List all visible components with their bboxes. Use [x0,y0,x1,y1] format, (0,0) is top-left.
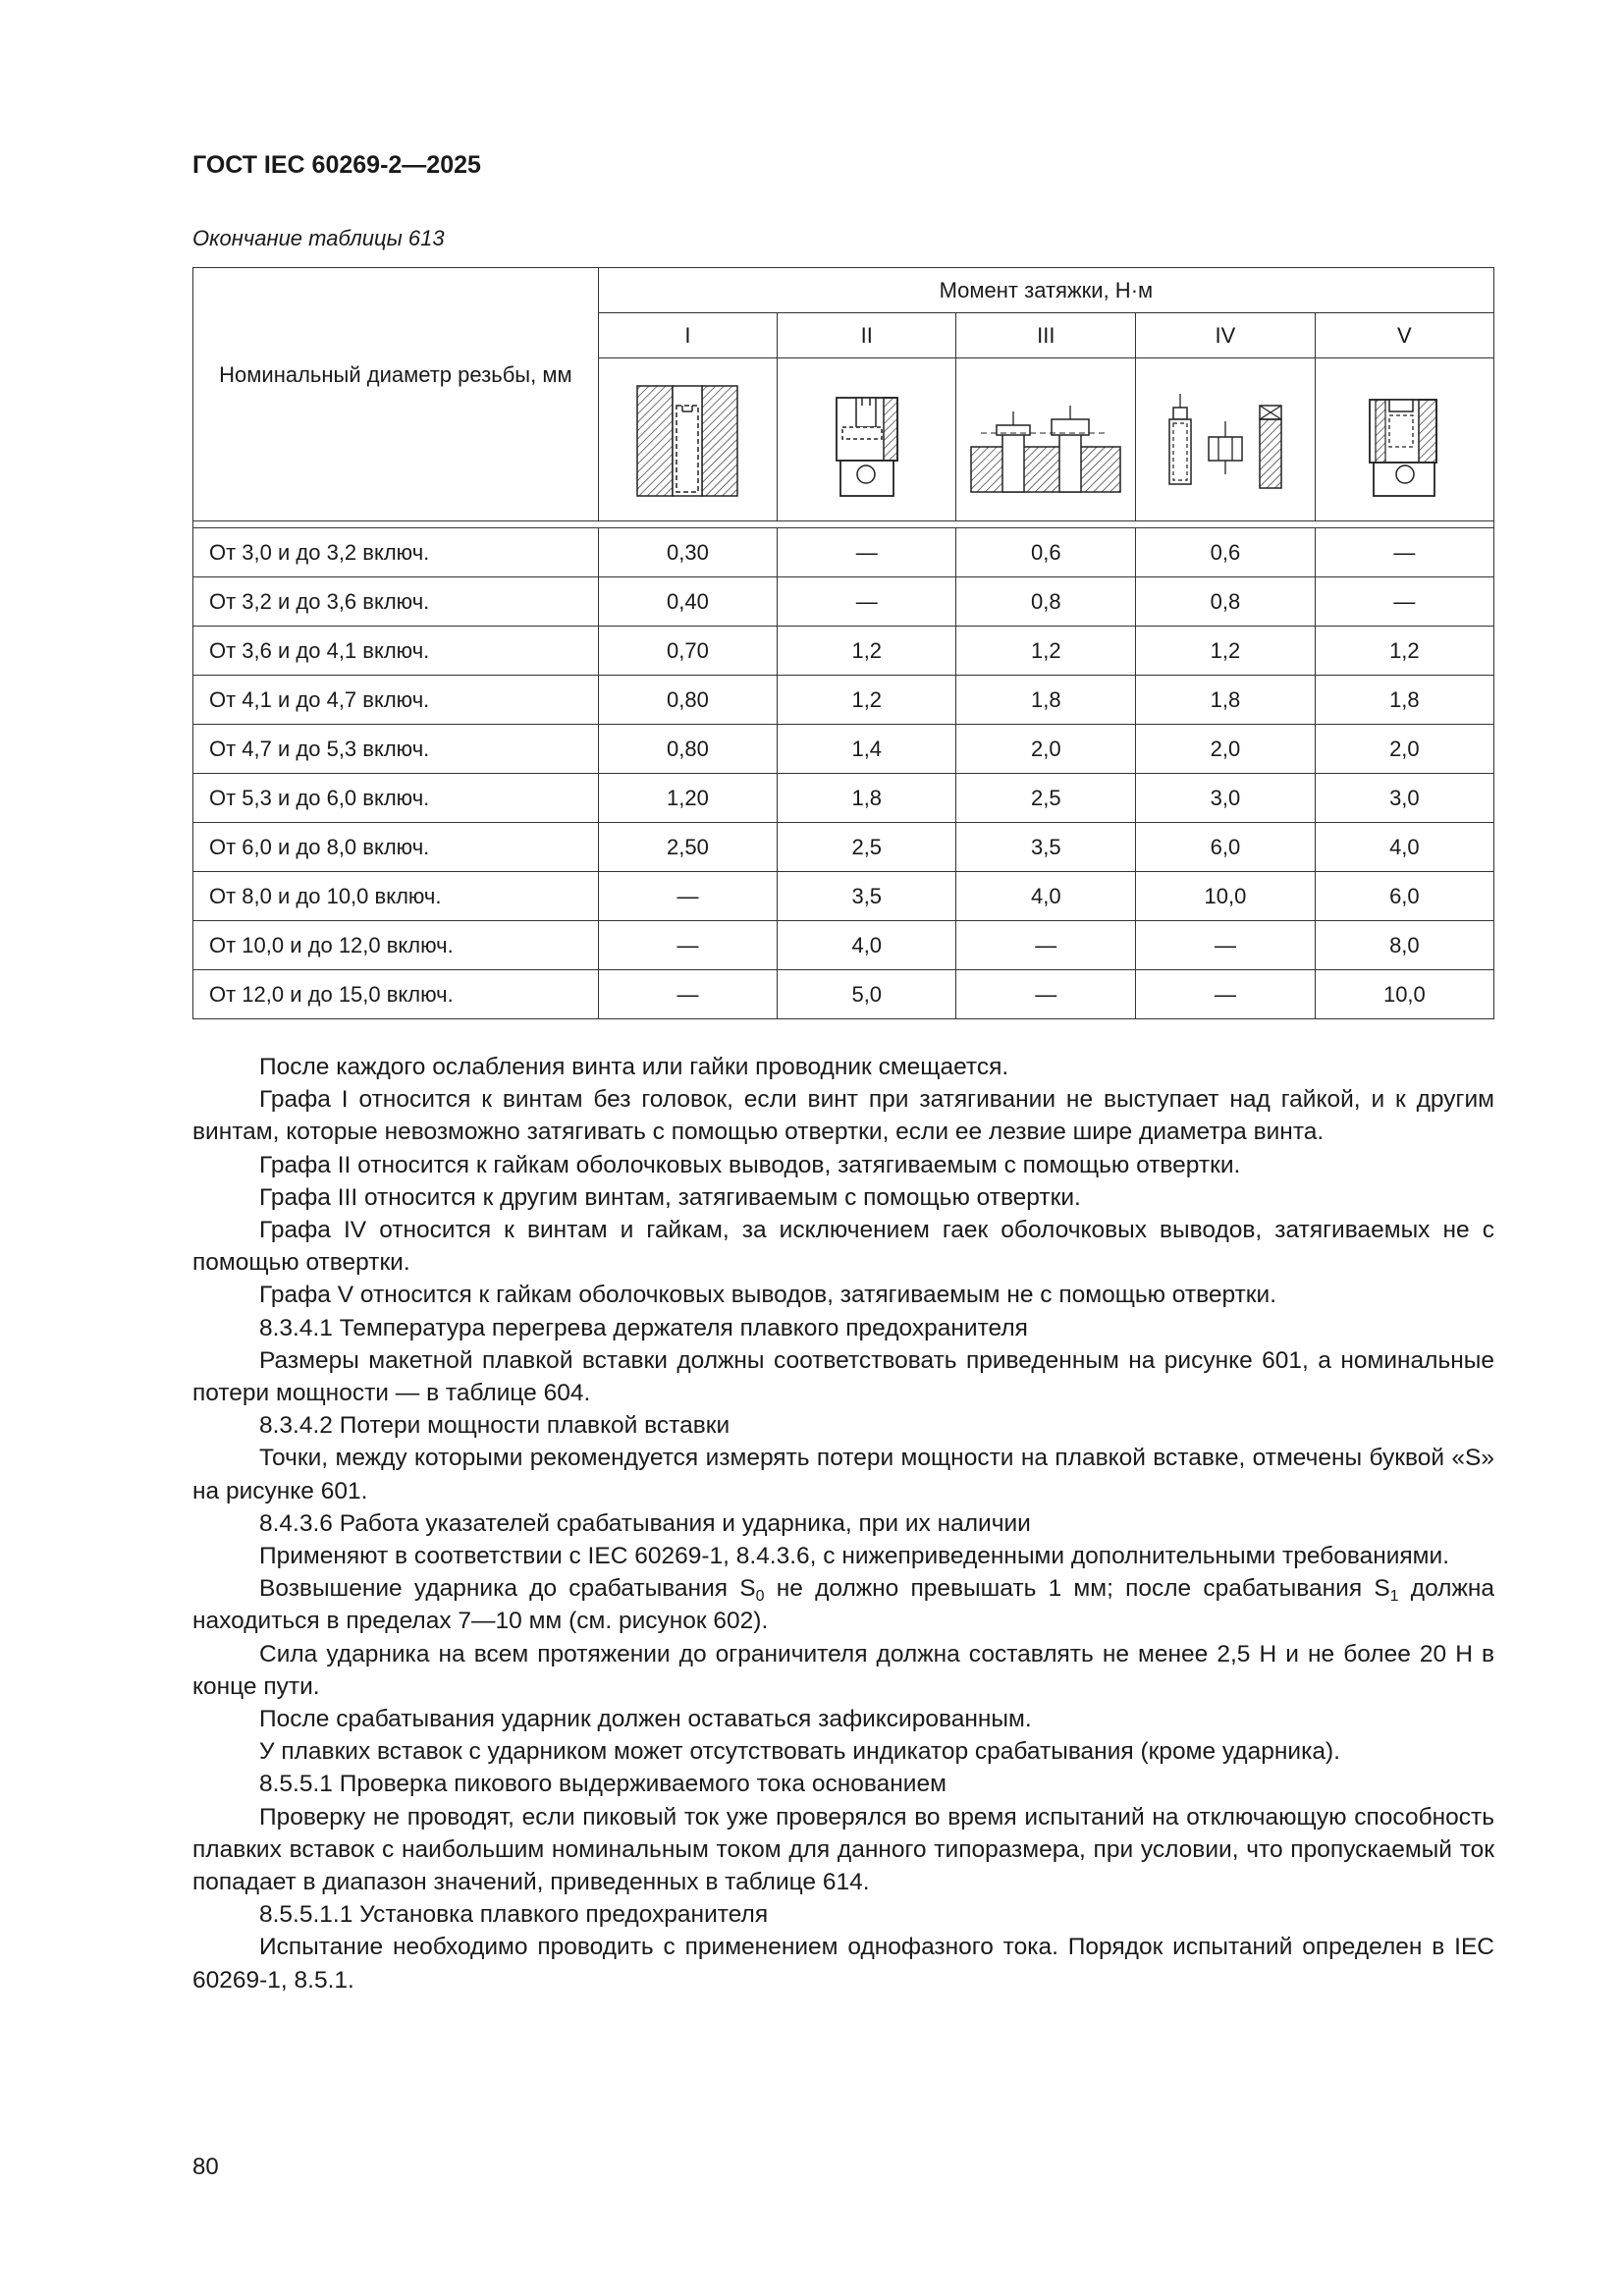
torque-value-cell: 2,50 [598,823,777,872]
torque-value-cell: 0,30 [598,528,777,577]
figure-col-3 [956,358,1136,521]
row-label: От 5,3 и до 6,0 включ. [193,774,599,823]
torque-value-cell: 0,80 [598,725,777,774]
row-label: От 6,0 и до 8,0 включ. [193,823,599,872]
row-label: От 3,2 и до 3,6 включ. [193,577,599,627]
torque-value-cell: 2,5 [956,774,1136,823]
torque-value-cell: — [956,970,1136,1019]
torque-value-cell: 1,8 [778,774,956,823]
figure-col-1 [598,358,777,521]
screws-nuts-wrench-figure [1162,376,1289,504]
torque-value-cell: 4,0 [956,872,1136,921]
torque-value-cell: 2,0 [1315,725,1493,774]
torque-value-cell: 1,4 [778,725,956,774]
document-header: ГОСТ IEC 60269-2—2025 [192,151,481,179]
table-row [193,921,1494,970]
row-label: От 3,0 и до 3,2 включ. [193,528,599,577]
torque-value-cell: 2,0 [956,725,1136,774]
torque-value-cell: 1,8 [956,676,1136,725]
torque-value-cell: — [1136,921,1316,970]
headless-screw-figure [633,376,741,504]
torque-value-cell: 3,0 [1136,774,1316,823]
subscript: 0 [755,1588,765,1606]
torque-value-cell: — [1315,528,1493,577]
column-header-5: V [1315,313,1493,358]
pillar-nut-screwdriver-figure [823,376,911,504]
group-header: Момент затяжки, Н·м [598,268,1493,313]
clause-heading: 8.5.5.1.1 Установка плавкого предохранителя [259,1901,769,1929]
table-row [193,627,1494,676]
pillar-nut-wrench-figure [1360,376,1448,504]
paragraph: У плавких вставок с ударником может отсутствовать индикатор срабатывания (кроме ударника). [259,1738,1340,1766]
paragraph: Испытание необходимо проводить с применением однофазного тока. Порядок испытаний определен в IEC 60269-1, 8.5.1. [192,1934,1494,1994]
paragraph: Применяют в соответствии с IEC 60269-1, 8.4.3.6, с нижеприведенными дополнительными требованиями. [259,1543,1450,1570]
row-label: От 10,0 и до 12,0 включ. [193,921,599,970]
torque-value-cell: 1,8 [1315,676,1493,725]
row-label: От 3,6 и до 4,1 включ. [193,627,599,676]
clause-heading: 8.3.4.1 Температура перегрева держателя плавкого предохранителя [259,1314,1028,1341]
clause-heading: 8.3.4.2 Потери мощности плавкой вставки [259,1412,730,1440]
table-row [193,823,1494,872]
table-row [193,774,1494,823]
torque-value-cell: — [778,528,956,577]
torque-value-cell: 1,2 [1136,627,1316,676]
clause-heading: 8.5.5.1 Проверка пикового выдерживаемого тока основанием [259,1771,947,1798]
torque-value-cell: 1,20 [598,774,777,823]
header-separator [193,521,1494,528]
paragraph: Проверку не проводят, если пиковый ток уже проверялся во время испытаний на отключающую способность плавких вставок с наибольшим номинальным током для данного типоразмера, при условии, что пропускаемый ток попадает в диапазон значений, приведенных в таблице 614. [192,1803,1494,1896]
torque-value-cell: 1,8 [1136,676,1316,725]
subscript: 1 [1389,1588,1399,1606]
text-span: Возвышение ударника до срабатывания S [259,1575,756,1603]
paragraph: Графа V относится к гайкам оболочковых выводов, затягиваемым не с помощью отвертки. [259,1282,1276,1309]
paragraph: Графа I относится к винтам без головок, если винт при затягивании не выступает над гайкой, и к другим винтам, которые невозможно затягивать с помощью отвертки, если ее лезвие шире диаметра винта. [192,1086,1494,1146]
figure-col-2 [778,358,956,521]
row-label: От 4,1 и до 4,7 включ. [193,676,599,725]
torque-value-cell: 0,6 [1136,528,1316,577]
table-row [193,676,1494,725]
torque-value-cell: 2,0 [1136,725,1316,774]
torque-value-cell: 3,0 [1315,774,1493,823]
table-body [193,528,1494,1019]
torque-value-cell: — [956,921,1136,970]
torque-value-cell: 1,2 [956,627,1136,676]
body-text [192,1051,1494,1996]
table-caption: Окончание таблицы 613 [192,226,445,250]
torque-value-cell: 0,70 [598,627,777,676]
table-row [193,872,1494,921]
torque-value-cell: 1,2 [778,676,956,725]
torque-value-cell: 10,0 [1136,872,1316,921]
text-span: не должно превышать 1 мм; после срабатывания S [764,1575,1390,1603]
paragraph: Точки, между которыми рекомендуется измерять потери мощности на плавкой вставке, отмечены буквой «S» на рисунке 601. [192,1445,1494,1504]
page-number: 80 [192,2154,219,2180]
paragraph: После срабатывания ударник должен оставаться зафиксированным. [259,1706,1032,1733]
row-label: От 12,0 и до 15,0 включ. [193,970,599,1019]
column-header-4: IV [1136,313,1316,358]
torque-value-cell: — [778,577,956,627]
row-label: От 4,7 и до 5,3 включ. [193,725,599,774]
table-row [193,970,1494,1019]
figure-col-4 [1136,358,1316,521]
torque-value-cell: — [598,872,777,921]
paragraph: Размеры макетной плавкой вставки должны соответствовать приведенным на рисунке 601, а номинальные потери мощности — в таблице 604. [192,1346,1494,1407]
torque-value-cell: — [598,970,777,1019]
clause-heading: 8.4.3.6 Работа указателей срабатывания и ударника, при их наличии [259,1509,1031,1537]
table-row [193,577,1494,627]
paragraph: После каждого ослабления винта или гайки проводник смещается. [259,1054,1009,1080]
torque-value-cell: 0,8 [1136,577,1316,627]
torque-value-cell: 10,0 [1315,970,1493,1019]
paragraph: Графа III относится к другим винтам, затягиваемым с помощью отвертки. [259,1183,1081,1211]
paragraph: Графа II относится к гайкам оболочковых выводов, затягиваемым с помощью отвертки. [259,1151,1241,1178]
column-header-3: III [956,313,1136,358]
torque-table [192,267,1494,1019]
torque-value-cell: 8,0 [1315,921,1493,970]
other-screws-figure [967,376,1124,504]
row-label: От 8,0 и до 10,0 включ. [193,872,599,921]
torque-value-cell: 6,0 [1136,823,1316,872]
torque-value-cell: 4,0 [778,921,956,970]
torque-value-cell: 0,6 [956,528,1136,577]
column-header-2: II [778,313,956,358]
torque-value-cell: 1,2 [778,627,956,676]
torque-value-cell: — [598,921,777,970]
torque-value-cell: 1,2 [1315,627,1493,676]
text-span: должна находиться в пределах 7—10 мм (см. рисунок 602). [192,1575,1495,1635]
torque-value-cell: 0,80 [598,676,777,725]
torque-value-cell: 3,5 [956,823,1136,872]
torque-value-cell: 2,5 [778,823,956,872]
torque-value-cell: — [1315,577,1493,627]
torque-value-cell: 4,0 [1315,823,1493,872]
row-header: Номинальный диаметр резьбы, мм [193,268,599,521]
paragraph: Графа IV относится к винтам и гайкам, за исключением гаек оболочковых выводов, затягиваемых не с помощью отвертки. [192,1217,1494,1277]
column-header-1: I [598,313,777,358]
table-row [193,725,1494,774]
torque-value-cell: 0,8 [956,577,1136,627]
figure-col-5 [1315,358,1493,521]
torque-value-cell: 0,40 [598,577,777,627]
torque-value-cell: 3,5 [778,872,956,921]
torque-value-cell: 5,0 [778,970,956,1019]
torque-value-cell: — [1136,970,1316,1019]
paragraph-striker-height [192,1572,1494,1637]
torque-value-cell: 6,0 [1315,872,1493,921]
paragraph: Сила ударника на всем протяжении до ограничителя должна составлять не менее 2,5 Н и не более 20 Н в конце пути. [192,1640,1494,1700]
table-row [193,528,1494,577]
